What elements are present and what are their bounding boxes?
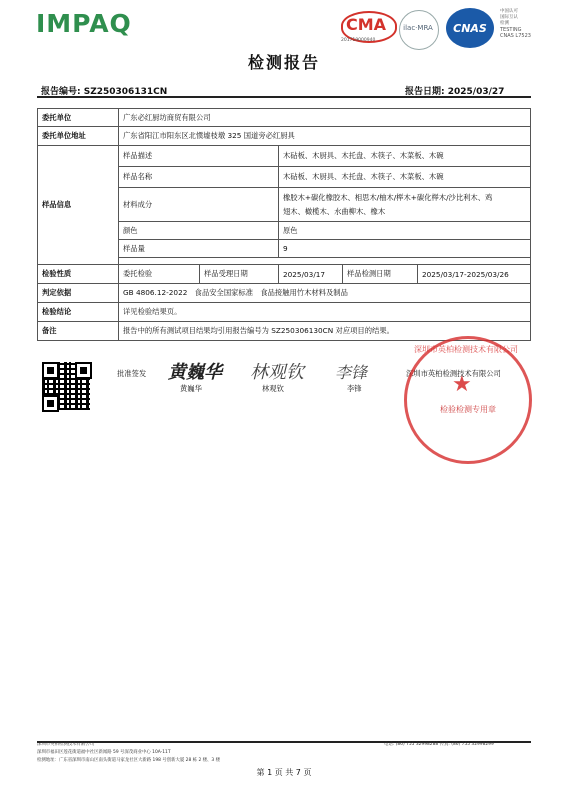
footer-line: 深圳市英柏检测技术有限公司	[37, 742, 95, 747]
test-date-value: 2025/03/17-2025/03/26	[418, 265, 531, 284]
color-label: 颜色	[119, 222, 279, 240]
header-divider	[37, 96, 531, 98]
page-number: 第 1 页 共 7 页	[256, 768, 312, 777]
test-nature-value: 委托检验	[119, 265, 200, 284]
stamp-arc-text: 深圳市英柏检测技术有限公司	[414, 345, 518, 354]
receipt-date-label: 样品受理日期	[200, 265, 279, 284]
test-nature-label: 检验性质	[38, 265, 119, 284]
remark-value: 报告中的所有测试项目结果均引用报告编号为 SZ250306130CN 对应项目的结果。	[119, 322, 531, 341]
cnas-side-text	[500, 9, 540, 39]
qr-corner	[42, 362, 59, 379]
table-row	[38, 265, 531, 284]
cnas-side-line: CNAS L7523	[500, 33, 531, 39]
footer-line: 电话: (86) 755 32998288 传真: (86) 755 32998299	[384, 742, 494, 747]
footer-line: 检测地址：广东省深圳市南山区南头街道马家龙社区大新路 198 号创新大厦 28 栋 2 楼、3 楼	[37, 758, 220, 763]
cma-label: CMA	[346, 15, 387, 34]
client-address-value: 广东省阳江市阳东区北惯墟枝墩 325 国道旁必红厨具	[119, 127, 531, 146]
sample-name-value: 木砧板、木厨具、木托盘、木筷子、木菜板、木碗	[279, 167, 531, 188]
stamp-text: 检验检测专用章	[440, 405, 496, 414]
material-value-line: 橡胶木+碳化橡胶木、相思木/柚木/榉木+碳化榉木/沙比利木、鸡	[283, 192, 493, 202]
table-row	[38, 146, 531, 167]
table-row	[38, 109, 531, 127]
client-label: 委托单位	[38, 109, 119, 127]
sample-info-label: 样品信息	[38, 146, 119, 265]
footer-right	[384, 741, 494, 749]
footer-line: 深圳市福田区莲花街道福中社区新闻路 59 号深茂商业中心 10A-11T	[37, 750, 171, 755]
basis-value: GB 4806.12-2022 食品安全国家标准 食品接触用竹木材料及制品	[119, 284, 531, 303]
table-row	[38, 303, 531, 322]
conclusion-value: 详见检验结果页。	[119, 303, 531, 322]
remark-label: 备注	[38, 322, 119, 341]
report-date: 报告日期: 2025/03/27	[405, 87, 505, 97]
material-value-line: 翅木、橄榄木、水曲柳木、橡木	[283, 206, 386, 216]
quantity-label: 样品量	[119, 240, 279, 258]
test-date-label: 样品检测日期	[343, 265, 418, 284]
signature-image: 黄巍华	[168, 362, 222, 383]
report-number: 报告编号: SZ250306131CN	[41, 87, 168, 97]
spacer-cell	[119, 258, 531, 265]
document-title: 检测报告	[247, 53, 320, 72]
stamp-star-icon: ★	[452, 372, 472, 397]
conclusion-label: 检验结论	[38, 303, 119, 322]
client-value: 广东必红厨坊商贸有限公司	[119, 109, 531, 127]
footer-left	[37, 741, 220, 765]
sample-desc-value: 木砧板、木厨具、木托盘、木筷子、木菜板、木碗	[279, 146, 531, 167]
material-value	[279, 188, 531, 222]
signer-name: 黄巍华	[180, 384, 202, 393]
company-name: 深圳市英柏检测技术有限公司	[406, 369, 501, 378]
cnas-side-line: TESTING	[500, 27, 522, 33]
signature-image: 林观钦	[250, 362, 304, 383]
sample-name-label: 样品名称	[119, 167, 279, 188]
cnas-side-line: 检测	[500, 21, 509, 26]
table-row	[38, 127, 531, 146]
receipt-date-value: 2025/03/17	[279, 265, 343, 284]
cnas-side-line: 国际互认	[500, 15, 518, 20]
qr-corner	[42, 395, 59, 412]
quantity-value: 9	[279, 240, 531, 258]
signature-image: 李锋	[335, 363, 368, 382]
cma-number: 201719000940	[341, 38, 376, 43]
approve-label: 批准签发	[117, 369, 147, 378]
signer-name: 林观钦	[262, 384, 284, 393]
cnas-label: CNAS	[453, 22, 487, 35]
ilac-mra-label: ilac·MRA	[403, 24, 433, 32]
cnas-side-line: 中国认可	[500, 9, 518, 14]
basis-label: 判定依据	[38, 284, 119, 303]
report-info-table	[37, 108, 531, 341]
signer-name: 李锋	[347, 384, 362, 393]
official-stamp	[404, 336, 532, 464]
table-row	[38, 284, 531, 303]
impaq-logo: IMPAQ	[36, 9, 132, 38]
color-value: 原色	[279, 222, 531, 240]
material-label: 材料成分	[119, 188, 279, 222]
qr-corner	[75, 362, 92, 379]
sample-desc-label: 样品描述	[119, 146, 279, 167]
client-address-label: 委托单位地址	[38, 127, 119, 146]
